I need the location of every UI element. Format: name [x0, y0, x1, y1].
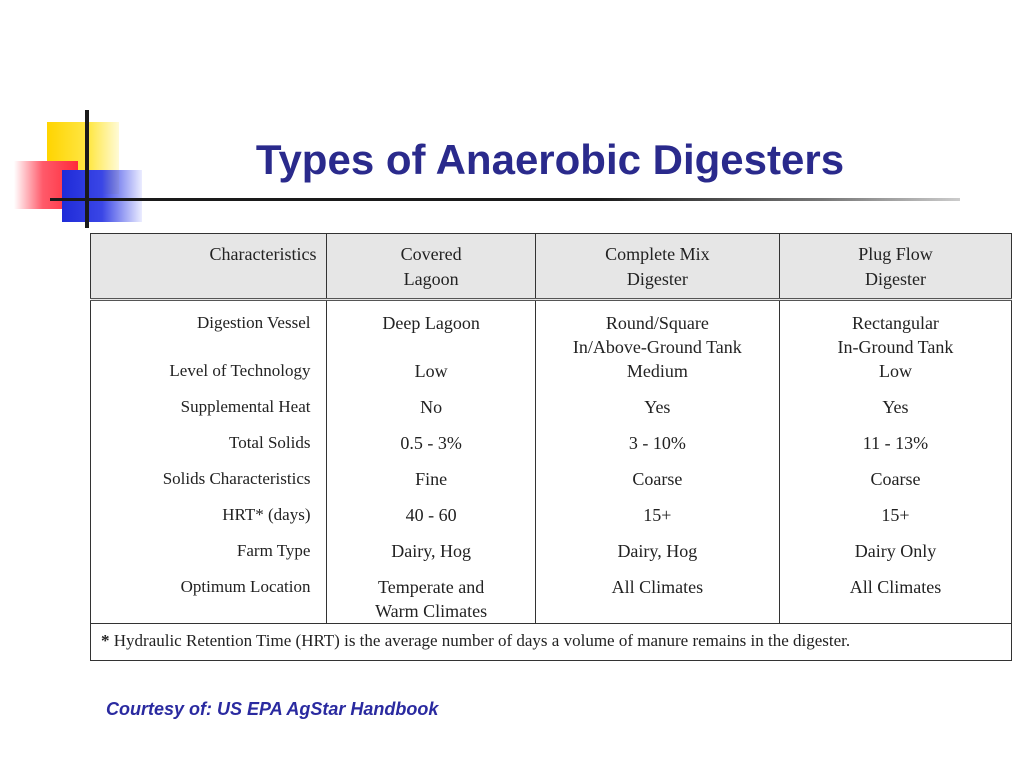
table-cell: No: [327, 395, 535, 431]
header-characteristics: Characteristics: [91, 234, 327, 300]
table-cell: Temperate and Warm Climates: [327, 575, 535, 624]
table-cell: 15+: [535, 503, 779, 539]
table-cell: Round/Square In/Above-Ground Tank: [535, 300, 779, 360]
footnote-marker: *: [101, 631, 110, 650]
table-cell: Low: [327, 359, 535, 395]
table-cell: Rectangular In-Ground Tank: [779, 300, 1011, 360]
blue-square-shape: [62, 170, 142, 222]
table-cell: 3 - 10%: [535, 431, 779, 467]
table-cell: 11 - 13%: [779, 431, 1011, 467]
footnote-text: Hydraulic Retention Time (HRT) is the average number of days a volume of manure remains in the digester.: [113, 631, 851, 650]
table-row: [91, 431, 1012, 467]
table-cell: Dairy, Hog: [535, 539, 779, 575]
table-cell: Yes: [535, 395, 779, 431]
table-row: [91, 359, 1012, 395]
row-label: Solids Characteristics: [162, 469, 311, 488]
table-cell: All Climates: [535, 575, 779, 624]
row-label: Optimum Location: [180, 577, 311, 596]
table-cell: Deep Lagoon: [327, 300, 535, 360]
title-underline-rule: [50, 198, 960, 201]
table-row: [91, 300, 1012, 360]
table-cell: 40 - 60: [327, 503, 535, 539]
table-cell: All Climates: [779, 575, 1011, 624]
table-cell: Dairy, Hog: [327, 539, 535, 575]
digester-comparison-table-wrap: [90, 233, 1012, 661]
row-label: Digestion Vessel: [196, 313, 311, 332]
row-label: Supplemental Heat: [180, 397, 311, 416]
table-row: [91, 395, 1012, 431]
row-label: Level of Technology: [169, 361, 311, 380]
source-credit: Courtesy of: US EPA AgStar Handbook: [106, 699, 439, 719]
header-complete-mix: Complete Mix Digester: [535, 234, 779, 300]
table-row: [91, 467, 1012, 503]
table-cell: Low: [779, 359, 1011, 395]
vertical-rule: [85, 110, 89, 228]
slide-title: Types of Anaerobic Digesters: [255, 136, 845, 183]
header-plug-flow: Plug Flow Digester: [779, 234, 1011, 300]
table-cell: Yes: [779, 395, 1011, 431]
table-cell: 0.5 - 3%: [327, 431, 535, 467]
digester-comparison-table: [90, 233, 1012, 661]
table-row: [91, 575, 1012, 624]
footnote-cell: [91, 624, 1012, 661]
footnote-row: [91, 624, 1012, 661]
table-header-row: [91, 234, 1012, 300]
table-cell: Coarse: [779, 467, 1011, 503]
row-label: HRT* (days): [222, 505, 311, 524]
table-cell: Dairy Only: [779, 539, 1011, 575]
table-cell: Fine: [327, 467, 535, 503]
table-row: [91, 503, 1012, 539]
row-label: Total Solids: [229, 433, 311, 452]
table-cell: Medium: [535, 359, 779, 395]
table-cell: Coarse: [535, 467, 779, 503]
table-row: [91, 539, 1012, 575]
row-label: Farm Type: [236, 541, 311, 560]
table-cell: 15+: [779, 503, 1011, 539]
header-covered-lagoon: Covered Lagoon: [327, 234, 535, 300]
slide-logo-decoration: [0, 0, 150, 240]
